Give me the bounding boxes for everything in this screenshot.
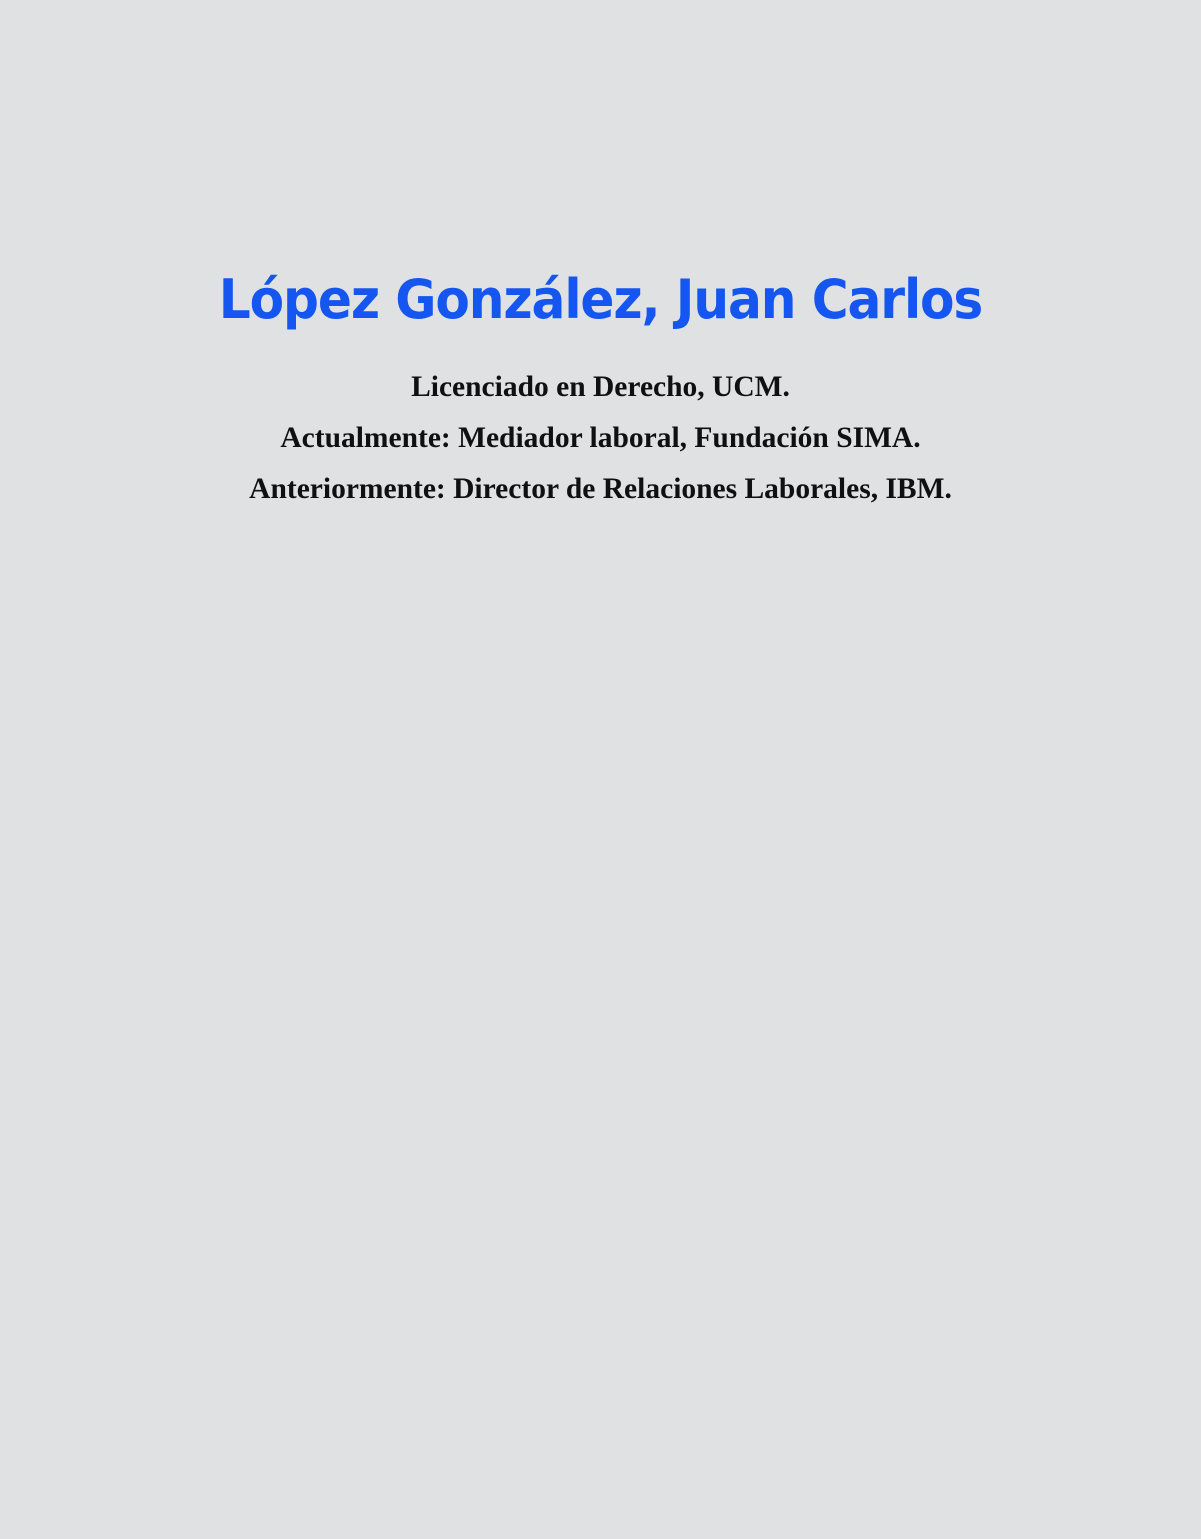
biography-block	[0, 362, 1201, 515]
page-title: López González, Juan Carlos	[218, 268, 983, 332]
biography-line: Anteriormente: Director de Relaciones Laborales, IBM.	[249, 473, 952, 505]
biography-line: Licenciado en Derecho, UCM.	[411, 371, 790, 403]
biography-line: Actualmente: Mediador laboral, Fundación SIMA.	[280, 422, 921, 454]
